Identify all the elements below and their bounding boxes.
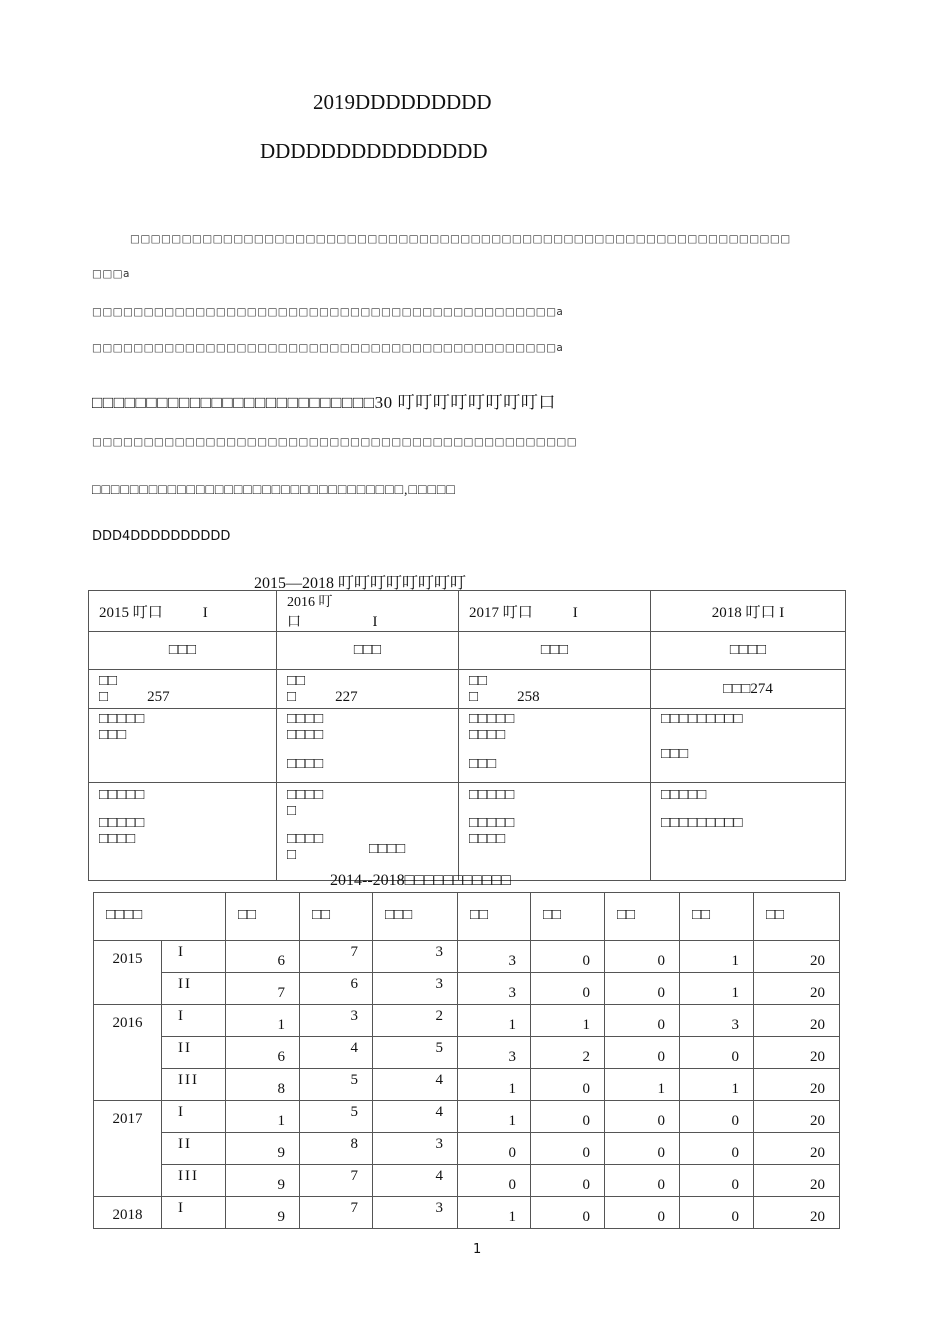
table2-value-cell (754, 973, 840, 1005)
table2-header-cell (680, 893, 754, 941)
table-row (94, 973, 840, 1005)
table2-value: 3 (508, 1049, 516, 1065)
table2-value-cell (680, 973, 754, 1005)
table1-count-label: □□ □ (469, 672, 488, 705)
table1-detail-line1: □□□□□□□□□ (661, 711, 743, 727)
table2-value: 20 (810, 1113, 825, 1129)
table2-value: 0 (731, 1113, 739, 1129)
table1-count-cell (459, 670, 651, 709)
table2-phase-cell (162, 1005, 226, 1037)
table-row (94, 941, 840, 973)
table1-count-cell (651, 670, 846, 709)
section-heading: DDD4DDDDDDDDDD (92, 529, 231, 544)
table1-count-value: 258 (517, 688, 540, 705)
table2-value-cell (754, 941, 840, 973)
table2-value-cell (458, 1197, 531, 1229)
table2-header-cell (226, 893, 300, 941)
table1-count-cell (277, 670, 459, 709)
table2-value-cell (754, 1037, 840, 1069)
table1-count-label: □□ □ (99, 672, 118, 705)
table2-value: 20 (810, 1081, 825, 1097)
table2-header-cell (458, 893, 531, 941)
table2-value: 3 (508, 985, 516, 1001)
table2-value-cell (373, 1197, 458, 1229)
table1-detail-line1: □□□□□ □□□□ (469, 711, 515, 743)
table-row (94, 1197, 840, 1229)
table2-header-cell (605, 893, 680, 941)
table2-value-cell (226, 1133, 300, 1165)
table2-value-cell (458, 1165, 531, 1197)
table2-header: □□ (312, 907, 331, 923)
table2-value-cell (300, 1005, 373, 1037)
table2-value-cell (605, 1133, 680, 1165)
table2-phase: III (178, 1072, 199, 1088)
table2-value-cell (373, 1101, 458, 1133)
paragraph-6: □□□□□□□□□□□□□□□□□□□□□□□□□□□□□□□□□,□□□□□ (92, 483, 456, 498)
table1-count-label: □□□ (723, 680, 751, 697)
table2-value: 7 (350, 1168, 358, 1184)
table2-phase-cell (162, 1133, 226, 1165)
table2-value: 3 (731, 1017, 739, 1033)
table2-phase-cell (162, 941, 226, 973)
table1-header-year: 2016 叮 口 (287, 595, 333, 630)
table2-phase: III (178, 1168, 199, 1184)
document-title-line2: DDDDDDDDDDDDDDD (260, 139, 488, 163)
table2-value-cell (226, 941, 300, 973)
table2-value-cell (754, 1101, 840, 1133)
table2-value-cell (458, 1133, 531, 1165)
table1-header-cell (89, 591, 277, 632)
table2-value-cell (754, 1005, 840, 1037)
table2-value: 6 (277, 953, 285, 969)
paragraph-1-line2: □□□a (92, 268, 130, 280)
table1-detail-line2: □□□□ (287, 756, 324, 772)
table2-value-cell (605, 1197, 680, 1229)
table2-phase-cell (162, 1165, 226, 1197)
table2-value: 1 (582, 1017, 590, 1033)
table1-header-cell (277, 591, 459, 632)
table2-value-cell (300, 1069, 373, 1101)
table2-value: 0 (731, 1209, 739, 1225)
table2-value: 0 (657, 985, 665, 1001)
document-title-line1: 2019DDDDDDDDD (313, 90, 492, 114)
table1-detail-cell (651, 783, 846, 881)
table1-detail-cell (89, 783, 277, 881)
paragraph-2: □□□□□□□□□□□□□□□□□□□□□□□□□□□□□□□□□□□□□□□□□□□□□a (92, 306, 564, 318)
statistics-table (93, 892, 840, 1229)
table-row (94, 1069, 840, 1101)
table2-value: 3 (435, 1200, 443, 1216)
table2-value-cell (680, 1165, 754, 1197)
table2-value: 1 (508, 1113, 516, 1129)
table2-value: 20 (810, 1145, 825, 1161)
table2-value: 20 (810, 1049, 825, 1065)
table1-header-year: 2018 叮口 I (711, 604, 785, 621)
table2-value-cell (754, 1069, 840, 1101)
table2-value: 3 (435, 1136, 443, 1152)
table1-detail-line2: □□□□□ □□□□ (469, 815, 515, 847)
table-row (94, 1133, 840, 1165)
table2-value: 2 (582, 1049, 590, 1065)
table2-header: □□ (543, 907, 562, 923)
table2-value-cell (605, 941, 680, 973)
table2-value-cell (680, 1069, 754, 1101)
table2-value-cell (680, 1037, 754, 1069)
table2-phase: I (178, 944, 185, 960)
table2-year-cell (94, 1101, 162, 1197)
table2-value-cell (300, 1133, 373, 1165)
table2-value-cell (373, 1037, 458, 1069)
table2-phase: II (178, 1136, 192, 1152)
table2-header: □□□ (385, 907, 413, 923)
table2-value: 1 (731, 953, 739, 969)
table1-detail-cell (459, 783, 651, 881)
table2-value-cell (458, 941, 531, 973)
table2-value-cell (531, 1165, 605, 1197)
table2-phase-cell (162, 1069, 226, 1101)
table2-value: 1 (731, 985, 739, 1001)
summary-table (88, 590, 846, 881)
table2-value-cell (680, 1101, 754, 1133)
table1-detail-cell (277, 783, 459, 881)
table2-value: 8 (350, 1136, 358, 1152)
table2-value: 0 (582, 1113, 590, 1129)
page-number: 1 (473, 1242, 482, 1257)
table2-value-cell (458, 1101, 531, 1133)
table2-value: 2 (435, 1008, 443, 1024)
table1-detail-line1: □□□□ □□□□ (287, 711, 324, 743)
table2-value: 5 (435, 1040, 443, 1056)
table2-value: 0 (657, 1145, 665, 1161)
table2-value: 9 (277, 1177, 285, 1193)
table2-value-cell (373, 1133, 458, 1165)
table2-value-cell (226, 1165, 300, 1197)
table1-count-value: 257 (147, 688, 170, 705)
table2-value-cell (300, 941, 373, 973)
table2-value-cell (680, 1197, 754, 1229)
table1-header-cell (651, 591, 846, 632)
table-row (94, 1037, 840, 1069)
table2-value-cell (680, 1133, 754, 1165)
table2-value-cell (531, 1037, 605, 1069)
table2-value-cell (226, 1037, 300, 1069)
paragraph-4: □□□□□□□□□□□□□□□□□□□□□□□□□□30 叮叮叮叮叮叮叮叮口 (92, 393, 557, 412)
table2-header-cell (531, 893, 605, 941)
table2-value: 6 (350, 976, 358, 992)
table1-detail-line2: □□□□□ □□□□ (99, 815, 145, 847)
table1-name-cell (651, 632, 846, 670)
table2-phase-cell (162, 1101, 226, 1133)
table2-value: 7 (350, 1200, 358, 1216)
table2-caption: 2014--2018□□□□□□□□□□□ (330, 872, 511, 889)
table2-value-cell (458, 1037, 531, 1069)
table2-value: 8 (277, 1081, 285, 1097)
table2-value: 0 (731, 1177, 739, 1193)
table2-value-cell (300, 1037, 373, 1069)
table2-value-cell (300, 1101, 373, 1133)
table2-year: 2015 (112, 951, 143, 967)
table-row (94, 1165, 840, 1197)
table1-detail-cell (459, 709, 651, 783)
table1-header-year: 2015 叮口 (99, 604, 163, 621)
table-row (94, 1005, 840, 1037)
table1-name: □□□ (540, 642, 569, 658)
table1-detail-line1: □□□□□ (99, 787, 145, 803)
table1-count-label: □□ □ (287, 672, 306, 705)
table1-caption: 2015—2018 叮叮叮叮叮叮叮叮 (254, 575, 467, 592)
table2-value: 5 (350, 1072, 358, 1088)
table1-name-cell (459, 632, 651, 670)
table2-value: 0 (657, 1177, 665, 1193)
table2-value: 0 (582, 1145, 590, 1161)
table2-phase: I (178, 1008, 185, 1024)
table2-year: 2017 (112, 1111, 143, 1127)
table2-value-cell (680, 1005, 754, 1037)
table1-detail-line1: □□□□□ □□□ (99, 711, 145, 743)
table2-value: 5 (350, 1104, 358, 1120)
table2-value-cell (754, 1133, 840, 1165)
table2-value-cell (226, 973, 300, 1005)
table2-value: 1 (508, 1209, 516, 1225)
table2-value-cell (458, 973, 531, 1005)
table2-value: 1 (277, 1113, 285, 1129)
table1-detail-cell (89, 709, 277, 783)
paragraph-1-line1: □□□□□□□□□□□□□□□□□□□□□□□□□□□□□□□□□□□□□□□□□□□□□□□□□□□□□□□□□□□□□□□□ (130, 233, 791, 245)
table2-value: 3 (435, 944, 443, 960)
table1-detail-extra: □□□□ (369, 841, 406, 857)
table1-detail-line2: □□□ (661, 746, 689, 762)
table2-value-cell (754, 1165, 840, 1197)
table1-header-roman: I (572, 604, 578, 621)
table2-phase-cell (162, 1037, 226, 1069)
table1-name: □□□□ (729, 642, 767, 658)
table2-phase-cell (162, 973, 226, 1005)
table2-value-cell (531, 1197, 605, 1229)
table2-value: 0 (731, 1049, 739, 1065)
table2-value: 0 (657, 1113, 665, 1129)
table2-value: 0 (508, 1145, 516, 1161)
table2-value-cell (605, 1101, 680, 1133)
table2-value: 0 (731, 1145, 739, 1161)
table1-detail-line2: □□□ (469, 756, 497, 772)
table2-value: 0 (582, 1177, 590, 1193)
table1-count-value: 274 (750, 680, 773, 697)
table2-value-cell (531, 1133, 605, 1165)
table2-value: 6 (277, 1049, 285, 1065)
table2-value-cell (531, 1069, 605, 1101)
table2-value: 9 (277, 1209, 285, 1225)
table2-phase: II (178, 1040, 192, 1056)
table2-value: 0 (657, 1017, 665, 1033)
table2-header: □□□□ (106, 907, 143, 923)
table2-value: 20 (810, 985, 825, 1001)
table2-phase: I (178, 1200, 185, 1216)
table1-header-year: 2017 叮口 (469, 604, 533, 621)
table1-count-value: 227 (335, 688, 358, 705)
table1-name: □□□ (168, 642, 197, 658)
table2-value: 20 (810, 1017, 825, 1033)
table2-value: 20 (810, 953, 825, 969)
table2-value-cell (605, 1069, 680, 1101)
table2-value: 0 (508, 1177, 516, 1193)
table2-value: 20 (810, 1177, 825, 1193)
table2-value: 0 (657, 1049, 665, 1065)
table1-name: □□□ (353, 642, 382, 658)
table2-value-cell (680, 941, 754, 973)
table2-value: 4 (435, 1104, 443, 1120)
table2-value-cell (373, 1069, 458, 1101)
table1-header-cell (459, 591, 651, 632)
table2-value-cell (458, 1069, 531, 1101)
table1-detail-line2: □□□□ □ (287, 831, 324, 863)
table2-header-cell (300, 893, 373, 941)
table2-value: 0 (582, 1081, 590, 1097)
table2-value-cell (605, 1165, 680, 1197)
table2-phase-cell (162, 1197, 226, 1229)
table2-value: 1 (508, 1017, 516, 1033)
table2-value: 4 (435, 1168, 443, 1184)
table2-value-cell (531, 1005, 605, 1037)
table2-header: □□ (692, 907, 711, 923)
table2-value: 7 (350, 944, 358, 960)
table1-detail-line1: □□□□□ (661, 787, 707, 803)
table2-phase: II (178, 976, 192, 992)
table2-header-cell (94, 893, 226, 941)
paragraph-3: □□□□□□□□□□□□□□□□□□□□□□□□□□□□□□□□□□□□□□□□□□□□□a (92, 342, 564, 354)
table2-value-cell (300, 1165, 373, 1197)
table2-value: 1 (657, 1081, 665, 1097)
table2-value-cell (458, 1005, 531, 1037)
table2-value-cell (605, 1037, 680, 1069)
table1-detail-line1: □□□□ □ (287, 787, 324, 819)
table2-header: □□ (766, 907, 785, 923)
table1-count-cell (89, 670, 277, 709)
paragraph-5: □□□□□□□□□□□□□□□□□□□□□□□□□□□□□□□□□□□□□□□□□□□□□□□ (92, 436, 578, 448)
table2-value: 4 (435, 1072, 443, 1088)
table2-value-cell (531, 973, 605, 1005)
table2-header-cell (754, 893, 840, 941)
table-row (94, 1101, 840, 1133)
table1-header-roman: I (372, 614, 378, 630)
table2-header-cell (373, 893, 458, 941)
table2-value-cell (300, 1197, 373, 1229)
table2-value: 4 (350, 1040, 358, 1056)
table2-value-cell (226, 1101, 300, 1133)
table2-value-cell (531, 1101, 605, 1133)
table1-detail-line2: □□□□□□□□□ (661, 815, 743, 831)
table2-phase: I (178, 1104, 185, 1120)
table2-value: 9 (277, 1145, 285, 1161)
table2-value: 0 (582, 985, 590, 1001)
table1-header-roman: I (202, 604, 208, 621)
table2-value: 20 (810, 1209, 825, 1225)
table2-value-cell (373, 973, 458, 1005)
table2-value: 1 (731, 1081, 739, 1097)
table2-value: 0 (657, 1209, 665, 1225)
table2-value: 0 (582, 1209, 590, 1225)
table2-value-cell (226, 1069, 300, 1101)
table2-header: □□ (617, 907, 636, 923)
table2-year-cell (94, 1197, 162, 1229)
table2-value-cell (531, 941, 605, 973)
table2-value: 3 (350, 1008, 358, 1024)
table2-value: 3 (508, 953, 516, 969)
table2-value-cell (373, 941, 458, 973)
table2-value-cell (373, 1005, 458, 1037)
table2-value: 7 (277, 985, 285, 1001)
table2-value-cell (605, 1005, 680, 1037)
table2-year-cell (94, 941, 162, 1005)
table2-value-cell (226, 1005, 300, 1037)
table2-value-cell (605, 973, 680, 1005)
table2-header: □□ (470, 907, 489, 923)
table2-value: 0 (657, 953, 665, 969)
table2-value: 1 (277, 1017, 285, 1033)
table2-value-cell (754, 1197, 840, 1229)
table2-value-cell (300, 973, 373, 1005)
table1-detail-line1: □□□□□ (469, 787, 515, 803)
table1-detail-cell (651, 709, 846, 783)
table2-value-cell (373, 1165, 458, 1197)
table2-value: 3 (435, 976, 443, 992)
table2-value-cell (226, 1197, 300, 1229)
table1-detail-cell (277, 709, 459, 783)
table1-name-cell (89, 632, 277, 670)
table2-header: □□ (238, 907, 257, 923)
table2-year-cell (94, 1005, 162, 1101)
table2-year: 2016 (112, 1015, 143, 1031)
table2-value: 1 (508, 1081, 516, 1097)
table2-year: 2018 (112, 1207, 143, 1223)
table2-value: 0 (582, 953, 590, 969)
table1-name-cell (277, 632, 459, 670)
